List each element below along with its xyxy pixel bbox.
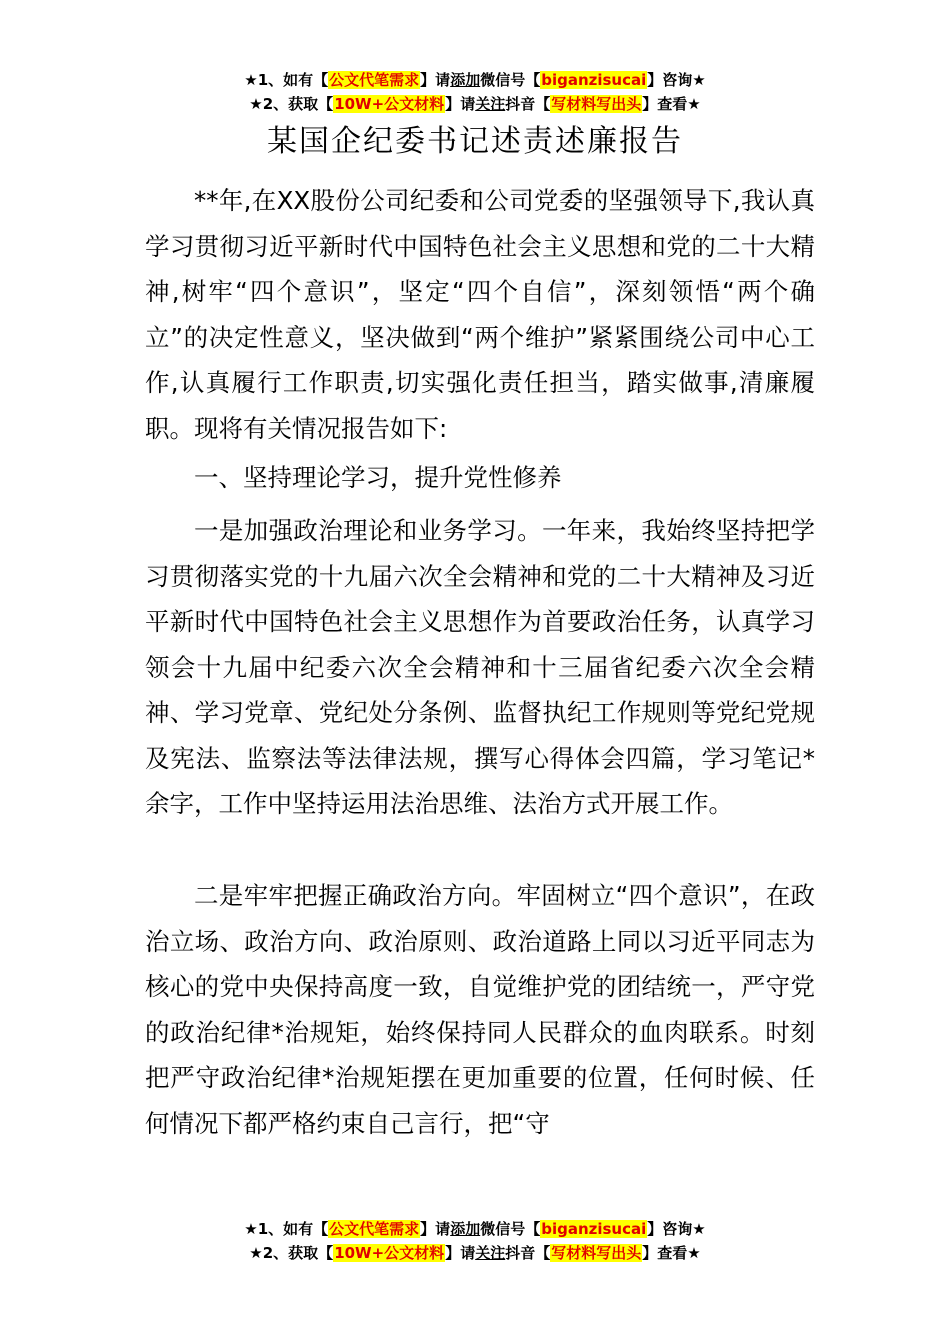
section-heading: 一、坚持理论学习，提升党性修养 — [194, 463, 562, 492]
promo-highlight: 10W+公文材料 — [334, 1244, 445, 1262]
promo-highlight: 写材料写出头 — [551, 95, 642, 113]
paragraph-study: 一是加强政治理论和业务学习。一年来，我始终坚持把学习贯彻落实党的十九届六次全会精神和党的二十大精神及习近平新时代中国特色社会主义思想作为首要政治任务，认真学习领会十九届中纪委六次全会精神和十三届省纪委六次全会精神、学习党章、党纪处分条例、监督执纪工作规则等党纪党规及宪法、监察法等法律法规，撰写心得体会四篇，学习笔记*余字，工作中坚持运用法治思维、法治方式开展工作。 — [145, 516, 815, 818]
promo-line-1: ★1、如有【公文代笔需求】请添加微信号【biganzisucai】咨询★ — [244, 71, 706, 89]
paragraph-politics: 二是牢牢把握正确政治方向。牢固树立“四个意识”，在政治立场、政治方向、政治原则、政治道路上同以习近平同志为核心的党中央保持高度一致，自觉维护党的团结统一，严守党的政治纪律*治规矩，始终保持同人民群众的血肉联系。时刻把严守政治纪律*治规矩摆在更加重要的位置，任何时候、任何情况下都严格约束自己言行，把“守 — [145, 881, 815, 1138]
promo-line-1: ★1、如有【公文代笔需求】请添加微信号【biganzisucai】咨询★ — [244, 1220, 706, 1238]
promo-highlight: biganzisucai — [541, 1220, 647, 1238]
promo-highlight: 公文代笔需求 — [329, 1220, 420, 1238]
promo-highlight: 10W+公文材料 — [334, 95, 445, 113]
promo-banner-bottom — [0, 1217, 950, 1265]
document-title: 某国企纪委书记述责述廉报告 — [267, 124, 683, 159]
promo-highlight: biganzisucai — [541, 71, 647, 89]
promo-line-2: ★2、获取【10W+公文材料】请关注抖音【写材料写出头】查看★ — [249, 1244, 701, 1262]
promo-banner-top — [0, 68, 950, 116]
promo-line-2: ★2、获取【10W+公文材料】请关注抖音【写材料写出头】查看★ — [249, 95, 701, 113]
promo-highlight: 公文代笔需求 — [329, 71, 420, 89]
paragraph-intro: **年,在XX股份公司纪委和公司党委的坚强领导下,我认真学习贯彻习近平新时代中国特色社会主义思想和党的二十大精神,树牢“四个意识”，坚定“四个自信”，深刻领悟“两个确立”的决定性意义，坚决做到“两个维护”紧紧围绕公司中心工作,认真履行工作职责,切实强化责任担当，踏实做事,清廉履职。现将有关情况报告如下: — [145, 186, 815, 443]
promo-highlight: 写材料写出头 — [551, 1244, 642, 1262]
